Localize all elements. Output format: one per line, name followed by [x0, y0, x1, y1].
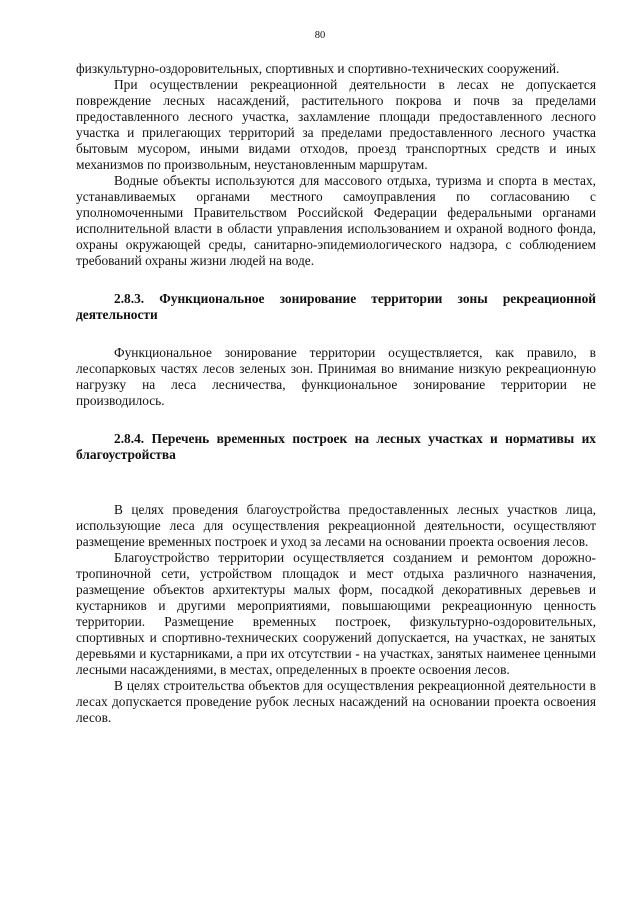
section-heading-2-8-4: 2.8.4. Перечень временных построек на лесных участках и нормативы их благоустройства: [76, 431, 596, 462]
paragraph-territory-improvement: Благоустройство территории осуществляется созданием и ремонтом дорожно-тропиночной сети, устройством площадок и мест отдыха различного назначения, размещение объектов архитектуры малых форм, посадкой декоративных деревьев и кустарников и другими мероприятиями, повышающими рекреационную ценность территории. Размещение временных построек, физкультурно-оздоровительных, спортивных и спортивно-технических сооружений допускается, на участках, не занятых деревьями и кустарниками, а при их отсутствии - на участках, занятых наименее ценными лесными насаждениями, в местах, определенных в проекте освоения лесов.: [76, 550, 596, 677]
paragraph-construction-felling: В целях строительства объектов для осуществления рекреационной деятельности в лесах допускается проведение рубок лесных насаждений на основании проекта освоения лесов.: [76, 678, 596, 725]
paragraph-restrictions: При осуществлении рекреационной деятельности в лесах не допускается повреждение лесных насаждений, растительного покрова и почв за пределами предоставленного лесного участка, захламление площади предоставленного лесного участка и прилегающих территорий за пределами предоставленного лесного участка бытовым мусором, иными видами отходов, проезд транспортных средств и иных механизмов по произвольным, неустановленным маршрутам.: [76, 77, 596, 172]
paragraph-water-objects: Водные объекты используются для массового отдыха, туризма и спорта в местах, устанавливаемых органами местного самоуправления по согласованию с уполномоченными Правительством Российской Федерации федеральными органами исполнительной власти в области управления использованием и охраной водного фонда, охраны окружающей среды, санитарно-эпидемиологического надзора, с соблюдением требований охраны жизни людей на воде.: [76, 173, 596, 268]
paragraph-functional-zoning: Функциональное зонирование территории осуществляется, как правило, в лесопарковых частях лесов зеленых зон. Принимая во внимание низкую рекреационную нагрузку на леса лесничества, функциональное зонирование территории не производилось.: [76, 345, 596, 408]
paragraph-improvement-purpose: В целях проведения благоустройства предоставленных лесных участков лица, использующие леса для осуществления рекреационной деятельности, осуществляют размещение временных построек и уход за лесами на основании проекта освоения лесов.: [76, 502, 596, 549]
section-heading-2-8-3: 2.8.3. Функциональное зонирование территории зоны рекреационной деятельности: [76, 291, 596, 322]
page-number: 80: [314, 30, 326, 41]
page-body: [76, 61, 596, 726]
paragraph-continuation: физкультурно-оздоровительных, спортивных и спортивно-технических сооружений.: [76, 61, 560, 76]
